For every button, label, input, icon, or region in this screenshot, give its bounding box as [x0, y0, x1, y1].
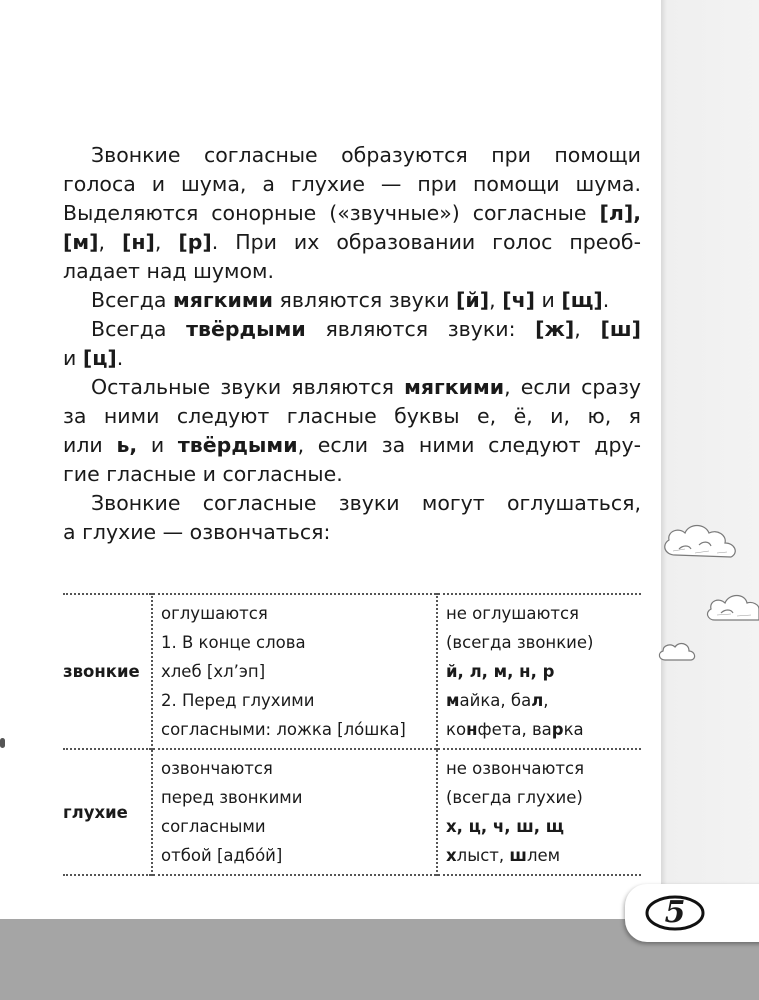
text-run: оглушаются [161, 604, 268, 623]
text-run: Звонкие согласные звуки могут оглушаться, [91, 491, 641, 515]
text-run: за ними следуют гласные буквы е, ё, и, ю, я [63, 404, 641, 428]
text-run: лыст, [456, 846, 510, 865]
cell-line [161, 686, 428, 715]
bold-text: х [446, 846, 457, 865]
bold-text: м [446, 691, 460, 710]
text-run: , если за ними следуют дру- [297, 433, 642, 457]
text-run: ладает над шумом. [63, 259, 275, 283]
cell-line [161, 812, 428, 841]
bold-text: [ж] [535, 317, 575, 341]
row-header: глухие [63, 802, 128, 822]
bold-text: [м] [63, 230, 99, 254]
text-run: и [63, 346, 83, 370]
text-run: (всегда звонкие) [446, 633, 594, 652]
bold-text: мягкими [404, 375, 505, 399]
text-run: (всегда глухие) [446, 788, 583, 807]
cell-line [446, 657, 633, 686]
cell-line [446, 628, 633, 657]
bold-text: н [466, 720, 478, 739]
table-cell-right [437, 749, 641, 875]
page-edge-mark [0, 738, 5, 748]
bold-text: твёрдыми [186, 317, 306, 341]
text-run: Звонкие согласные образуются при помощи [91, 143, 641, 167]
text-run: , [489, 288, 503, 312]
text-run: являются звуки: [305, 317, 536, 341]
text-run: отбой [адбо́й] [161, 846, 283, 865]
text-run: и [137, 433, 178, 457]
bold-text: х, ц, ч, ш, щ [446, 817, 565, 836]
bold-text: [ш] [600, 317, 641, 341]
paragraph-line [63, 460, 641, 489]
paragraph-line [63, 489, 641, 518]
cell-line [446, 599, 633, 628]
cell-line [161, 657, 428, 686]
text-run: фета, ва [477, 720, 552, 739]
bold-text: ш [509, 846, 527, 865]
table-cell-left [152, 594, 437, 749]
bold-text: р [551, 720, 564, 739]
text-run: озвончаются [161, 759, 273, 778]
bold-text: твёрдыми [177, 433, 298, 457]
cell-line [161, 599, 428, 628]
text-run: и [535, 288, 562, 312]
paragraph-line [63, 373, 641, 402]
text-run: хлеб [хл’эп] [161, 662, 266, 681]
page-margin-band [661, 0, 759, 1000]
cloud-illustration [655, 515, 759, 665]
bold-text: й, л, м, н, р [446, 662, 555, 681]
cell-line [446, 812, 633, 841]
text-run: Выделяются сонорные («звучные») согласные [63, 201, 600, 225]
text-run: ко [446, 720, 467, 739]
body-text [63, 141, 641, 547]
text-run: согласными [161, 817, 266, 836]
text-run: Остальные звуки являются [91, 375, 405, 399]
cell-line [446, 754, 633, 783]
cell-line [161, 628, 428, 657]
text-run: , [574, 317, 601, 341]
text-run: перед звонкими [161, 788, 303, 807]
bold-text: [л], [599, 201, 641, 225]
paragraph-line [63, 518, 641, 547]
row-header: звонкие [63, 662, 140, 681]
cell-line [446, 841, 633, 870]
text-run: лем [526, 846, 561, 865]
paragraph-line [63, 286, 641, 315]
bold-text: [ч] [502, 288, 536, 312]
bold-text: ь, [116, 433, 138, 457]
bold-text: [р] [178, 230, 212, 254]
text-run: Всегда [91, 317, 187, 341]
phonetics-table [63, 593, 641, 876]
paragraph-line [63, 199, 641, 228]
cell-line [446, 783, 633, 812]
text-run: не озвончаются [446, 759, 585, 778]
paragraph-line [63, 141, 641, 170]
table-row [63, 749, 641, 875]
text-run: . При их образовании голос преоб- [211, 230, 641, 254]
text-run: . [116, 346, 124, 370]
paragraph-line [63, 402, 641, 431]
text-run: айка, ба [459, 691, 532, 710]
bold-text: л [531, 691, 544, 710]
page-number: 5 [664, 895, 686, 930]
text-run: а глухие — озвончаться: [63, 520, 331, 544]
bold-text: [ц] [82, 346, 117, 370]
paragraph-line [63, 257, 641, 286]
text-run: гие гласные и согласные. [63, 462, 343, 486]
text-run: , если сразу [504, 375, 641, 399]
text-run: Всегда [91, 288, 173, 312]
bold-text: мягкими [172, 288, 274, 312]
bold-text: [щ] [561, 288, 603, 312]
cell-line [161, 715, 428, 744]
text-run: , [543, 691, 549, 710]
text-run: согласными: ложка [ло́шка] [161, 720, 406, 739]
bold-text: [н] [121, 230, 155, 254]
text-run: . [602, 288, 610, 312]
cell-line [161, 841, 428, 870]
paragraph-line [63, 344, 641, 373]
cell-line [446, 715, 633, 744]
table-row [63, 594, 641, 749]
text-run: , [154, 230, 179, 254]
table-cell-left [152, 749, 437, 875]
text-run: , [98, 230, 122, 254]
page-number-badge [644, 893, 706, 933]
text-run: не оглушаются [446, 604, 579, 623]
paragraph-line [63, 431, 641, 460]
paragraph-line [63, 170, 641, 199]
cell-line [161, 754, 428, 783]
paragraph-line [63, 228, 641, 257]
cell-line [446, 686, 633, 715]
text-run: являются звуки [273, 288, 457, 312]
text-run: или [63, 433, 117, 457]
text-run: 2. Перед глухими [161, 691, 315, 710]
text-run: 1. В конце слова [161, 633, 306, 652]
text-run: ка [563, 720, 584, 739]
text-run: голоса и шума, а глухие — при помощи шума. [63, 172, 641, 196]
table-cell-right [437, 594, 641, 749]
cell-line [161, 783, 428, 812]
paragraph-line [63, 315, 641, 344]
bold-text: [й] [456, 288, 490, 312]
